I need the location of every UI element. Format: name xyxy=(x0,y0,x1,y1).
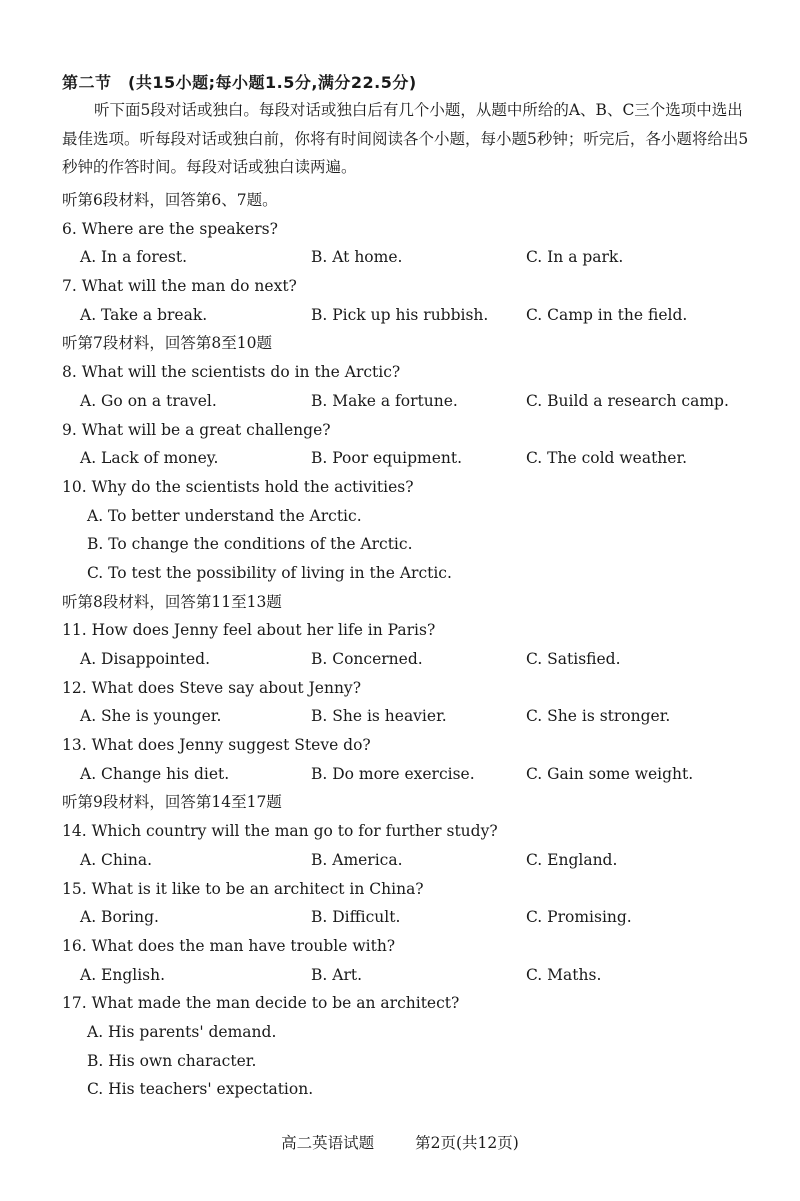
option-a: A. China. xyxy=(80,850,152,869)
option-b: B. Pick up his rubbish. xyxy=(311,305,489,324)
question-stem: 7. What will the man do next? xyxy=(62,277,297,296)
option-c: C. Build a research camp. xyxy=(526,391,729,410)
option-c: C. Promising. xyxy=(526,908,632,927)
option-a: A. His parents' demand. xyxy=(87,1022,277,1041)
option-c: C. Gain some weight. xyxy=(526,764,694,783)
question-stem: 10. Why do the scientists hold the activities? xyxy=(62,477,414,496)
option-c: C. His teachers' expectation. xyxy=(87,1080,314,1099)
option-b: B. Make a fortune. xyxy=(311,391,458,410)
option-row xyxy=(62,961,752,990)
option-row xyxy=(62,444,752,473)
question-list xyxy=(62,186,752,1104)
option-a: A. To better understand the Arctic. xyxy=(87,506,362,525)
section-heading: 第二节 (共15小题;每小题1.5分,满分22.5分) xyxy=(62,73,417,92)
question-stem: 15. What is it like to be an architect in China? xyxy=(62,879,424,898)
question-stem: 14. Which country will the man go to for further study? xyxy=(62,822,498,841)
option-a: A. Take a break. xyxy=(80,305,208,324)
footer-subject: 高二英语试题 xyxy=(281,1134,375,1152)
option-row xyxy=(62,243,752,272)
option-c: C. Satisfied. xyxy=(526,650,621,668)
option-c: C. Camp in the field. xyxy=(526,305,688,324)
question-stem: 16. What does the man have trouble with? xyxy=(62,936,396,955)
option-c: C. England. xyxy=(526,850,618,869)
segment-heading: 听第6段材料，回答第6、7题。 xyxy=(62,191,278,209)
option-c: C. In a park. xyxy=(526,248,624,267)
option-c: C. She is stronger. xyxy=(526,707,671,726)
option-b: B. Art. xyxy=(311,965,363,984)
question-stem: 12. What does Steve say about Jenny? xyxy=(62,678,362,697)
question-stem: 6. Where are the speakers? xyxy=(62,219,278,238)
option-a: A. Lack of money. xyxy=(80,449,219,468)
option-b: B. She is heavier. xyxy=(311,707,447,726)
option-b: B. Concerned. xyxy=(311,650,423,668)
option-a: A. Go on a travel. xyxy=(80,391,217,410)
segment-heading: 听第8段材料，回答第11至13题 xyxy=(62,592,282,611)
option-b: B. At home. xyxy=(311,248,403,267)
option-b: B. Difficult. xyxy=(311,908,401,927)
section-instructions: 听下面5段对话或独白。每段对话或独白后有几个小题，从题中所给的A、B、C三个选项中选出最佳选项。听每段对话或独白前，你将有时间阅读各个小题，每小题5秒钟；听完后，各小题将给出5秒钟的作答时间。每段对话或独白读两遍。 xyxy=(62,101,749,176)
option-b: B. His own character. xyxy=(87,1051,257,1070)
option-c: C. The cold weather. xyxy=(526,449,688,468)
option-b: B. Poor equipment. xyxy=(311,449,463,468)
option-b: B. Do more exercise. xyxy=(311,764,475,783)
option-c: C. To test the possibility of living in the Arctic. xyxy=(87,563,452,582)
option-row xyxy=(62,702,752,731)
option-c: C. Maths. xyxy=(526,965,602,984)
option-row xyxy=(62,387,752,416)
option-a: A. Change his diet. xyxy=(80,764,230,783)
question-stem: 17. What made the man decide to be an architect? xyxy=(62,994,460,1013)
footer-page-number: 第2页(共12页) xyxy=(415,1134,519,1152)
option-a: A. She is younger. xyxy=(80,707,222,726)
option-row xyxy=(62,903,752,932)
option-a: A. Boring. xyxy=(80,908,159,927)
option-row xyxy=(62,760,752,789)
option-a: A. In a forest. xyxy=(80,248,188,267)
option-a: A. Disappointed. xyxy=(80,650,210,668)
option-row xyxy=(62,645,752,674)
page-footer xyxy=(0,1131,800,1153)
question-stem: 11. How does Jenny feel about her life in Paris? xyxy=(62,621,436,640)
segment-heading: 听第7段材料，回答第8至10题 xyxy=(62,334,272,353)
segment-heading: 听第9段材料，回答第14至17题 xyxy=(62,793,282,812)
option-b: B. America. xyxy=(311,850,403,869)
question-stem: 8. What will the scientists do in the Arctic? xyxy=(62,363,401,382)
option-row xyxy=(62,301,752,330)
question-stem: 13. What does Jenny suggest Steve do? xyxy=(62,736,371,755)
option-a: A. English. xyxy=(80,965,166,984)
question-stem: 9. What will be a great challenge? xyxy=(62,420,331,439)
option-row xyxy=(62,846,752,875)
option-b: B. To change the conditions of the Arctic. xyxy=(87,535,413,554)
